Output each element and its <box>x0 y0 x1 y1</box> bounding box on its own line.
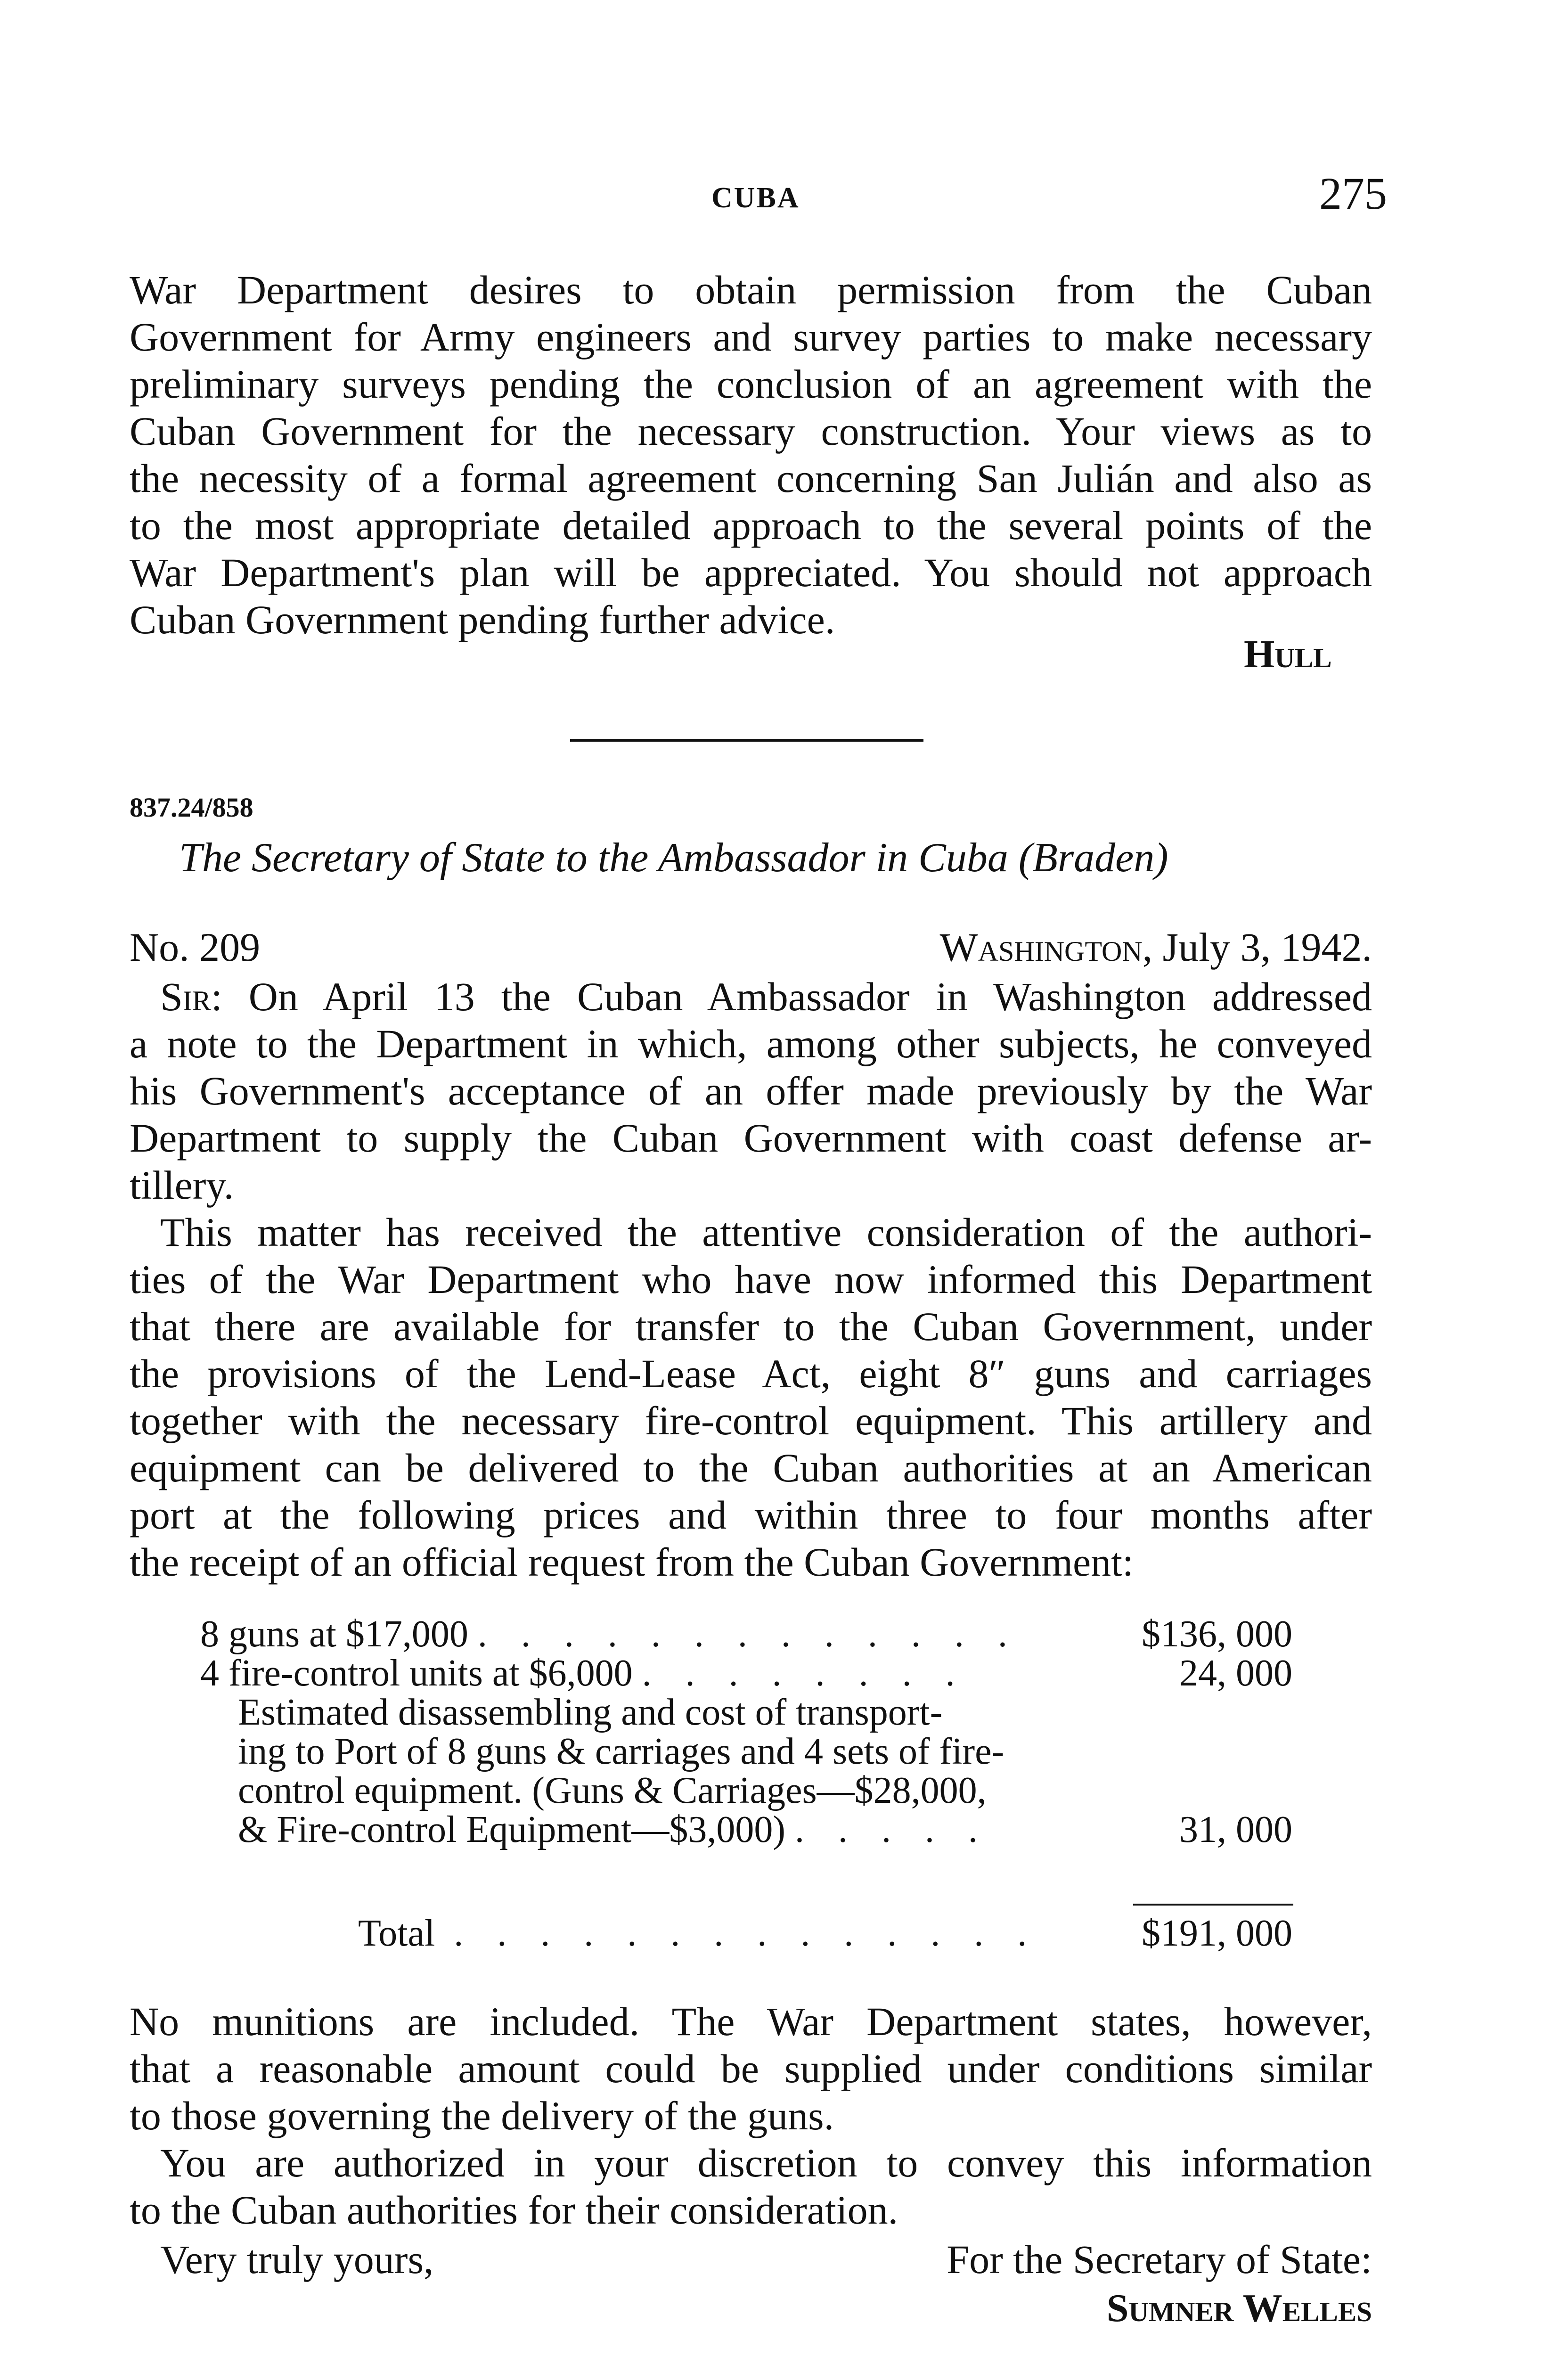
letter-number: No. 209 <box>130 924 261 970</box>
item-label: 8 guns at $17,000 <box>200 1613 468 1655</box>
document-title: The Secretary of State to the Ambassador in Cuba (Braden) <box>179 835 1168 881</box>
closing: Very truly yours, <box>160 2237 434 2282</box>
telegram-line: Cuban Government for the necessary construction. Your views as to <box>130 409 1372 454</box>
telegram-line: the necessity of a formal agreement concerning San Julián and also as <box>130 456 1372 501</box>
file-number: 837.24/858 <box>130 792 253 823</box>
paragraph-line: his Government's acceptance of an offer made previously by the War <box>130 1068 1372 1113</box>
item-label: & Fire-control Equipment—$3,000) <box>238 1809 786 1850</box>
page-number: 275 <box>1319 168 1387 219</box>
paragraph-line: together with the necessary fire-control equipment. This artillery and <box>130 1398 1372 1443</box>
paragraph-text: : On April 13 the Cuban Ambassador in Washington addressed <box>211 974 1372 1019</box>
place-date <box>895 924 1372 971</box>
paragraph-line: This matter has received the attentive consideration of the authori- <box>160 1210 1372 1255</box>
total-label: Total <box>358 1913 435 1954</box>
total-row: Total . . . . . . . . . . . . . . <box>358 1913 1039 1954</box>
telegram-line: War Department desires to obtain permission from the Cuban <box>130 267 1372 312</box>
date: , July 3, 1942. <box>1142 924 1372 970</box>
paragraph-line: You are authorized in your discretion to convey this information <box>160 2140 1372 2185</box>
telegram-line: preliminary surveys pending the conclusion of an agreement with the <box>130 361 1372 407</box>
table-row: & Fire-control Equipment—$3,000) . . . . . <box>238 1809 990 1850</box>
paragraph-line: Department to supply the Cuban Government with coast defense ar- <box>130 1115 1372 1161</box>
paragraph-line: No munitions are included. The War Department states, however, <box>130 1999 1372 2044</box>
paragraph-line: a note to the Department in which, among other subjects, he conveyed <box>130 1021 1372 1066</box>
telegram-line: Cuban Government pending further advice. <box>130 597 835 642</box>
paragraph-line: equipment can be delivered to the Cuban authorities at an American <box>130 1445 1372 1490</box>
item-label: ing to Port of 8 guns & carriages and 4 sets of fire- <box>238 1731 1004 1772</box>
paragraph-line: tillery. <box>130 1162 234 1208</box>
for-secretary: For the Secretary of State: <box>947 2237 1372 2282</box>
item-label: control equipment. (Guns & Carriages—$28,000, <box>238 1770 987 1811</box>
section-divider <box>570 739 923 742</box>
paragraph-line: to those governing the delivery of the guns. <box>130 2093 834 2138</box>
paragraph-line <box>160 973 1372 1020</box>
table-row: 4 fire-control units at $6,000 . . . . . . . . <box>200 1652 967 1694</box>
salutation: Sir <box>160 974 211 1019</box>
paragraph-line: that there are available for transfer to the Cuban Government, under <box>130 1304 1372 1349</box>
running-title: CUBA <box>711 182 800 214</box>
paragraph-line: the provisions of the Lend-Lease Act, eight 8″ guns and carriages <box>130 1351 1372 1396</box>
paragraph-line: the receipt of an official request from the Cuban Government: <box>130 1539 1134 1585</box>
total-amount: $191, 000 <box>1142 1913 1292 1954</box>
paragraph-line: ties of the War Department who have now informed this Department <box>130 1257 1372 1302</box>
paragraph-line: to the Cuban authorities for their consideration. <box>130 2187 898 2233</box>
table-row: 8 guns at $17,000 . . . . . . . . . . . . . <box>200 1613 1020 1655</box>
total-rule <box>1133 1904 1293 1906</box>
item-amount: 31, 000 <box>1179 1809 1292 1850</box>
telegram-line: Government for Army engineers and survey parties to make necessary <box>130 314 1372 360</box>
item-label: Estimated disassembling and cost of transport- <box>238 1692 943 1733</box>
telegram-line: War Department's plan will be appreciated. You should not approach <box>130 550 1372 595</box>
telegram-line: to the most appropriate detailed approach to the several points of the <box>130 503 1372 548</box>
item-amount: 24, 000 <box>1179 1652 1292 1694</box>
paragraph-line: port at the following prices and within three to four months after <box>130 1492 1372 1538</box>
item-amount: $136, 000 <box>1142 1613 1292 1655</box>
signer-name: Sumner Welles <box>1106 2286 1372 2330</box>
place: Washington <box>939 924 1143 970</box>
paragraph-line: that a reasonable amount could be supplied under conditions similar <box>130 2046 1372 2091</box>
item-label: 4 fire-control units at $6,000 <box>200 1652 633 1694</box>
signature-hull: Hull <box>1244 632 1332 676</box>
